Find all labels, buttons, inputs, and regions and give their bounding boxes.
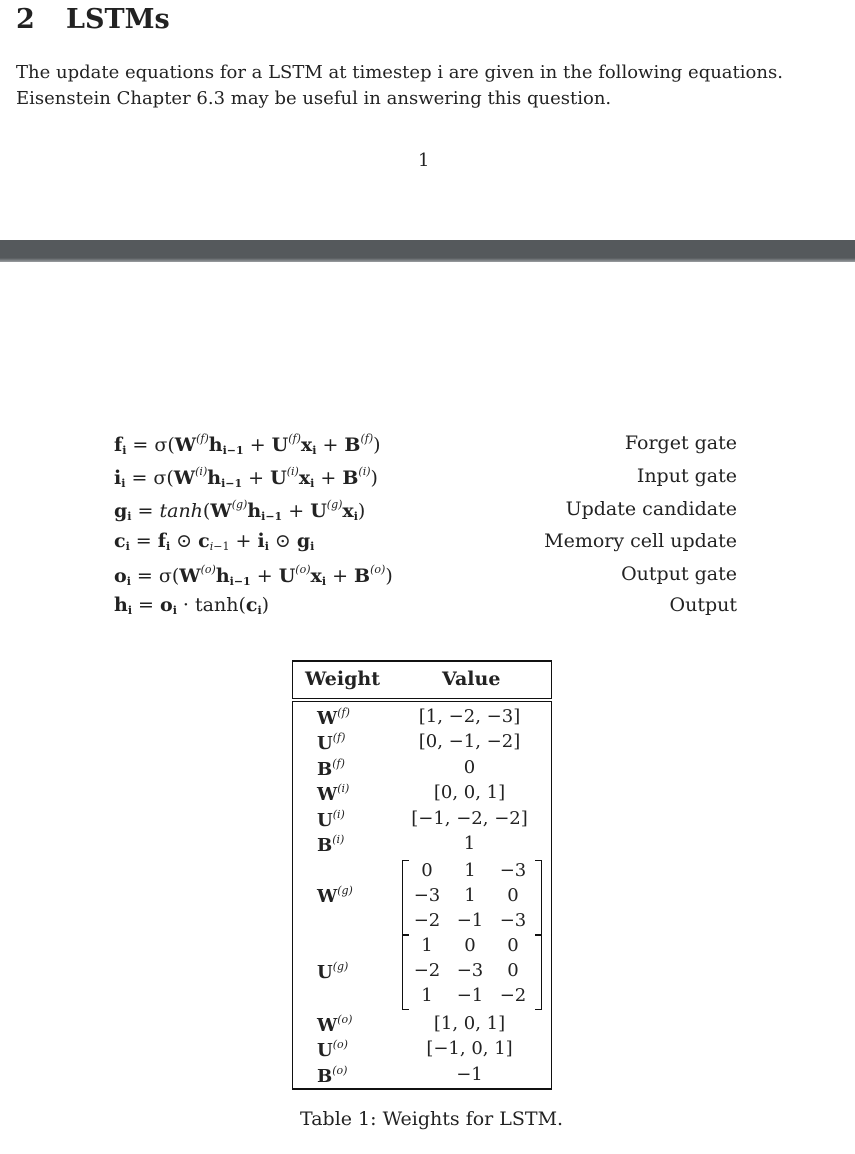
matrix-row <box>407 985 537 1010</box>
section-heading: 2 LSTMs <box>16 4 170 35</box>
table-top-rule <box>292 660 552 662</box>
table-left-border-body <box>292 702 293 1090</box>
matrix-w-g <box>407 860 537 935</box>
equation-output: $h_i = o_i \cdot \tanh(c_i)$ <box>114 594 270 617</box>
matrix-cell: −3 <box>413 885 441 906</box>
matrix-cell: 0 <box>507 935 519 956</box>
matrix-cell: 0 <box>507 885 519 906</box>
value-w-o: [1, 0, 1] <box>433 1013 506 1034</box>
matrix-row <box>407 935 537 960</box>
matrix-cell: 1 <box>464 885 476 906</box>
page-1 <box>0 0 855 240</box>
value-u-i: [−1, −2, −2] <box>411 808 528 829</box>
matrix-cell: −2 <box>499 985 527 1006</box>
matrix-u-g <box>407 935 537 1010</box>
header-rule <box>292 698 552 699</box>
header-value: Value <box>442 668 501 690</box>
intro-paragraph: The update equations for a LSTM at timestep i are given in the following equations. Eisenstein Chapter 6.3 may be useful in answering this question. <box>16 62 783 109</box>
value-u-o: [−1, 0, 1] <box>426 1038 513 1059</box>
matrix-cell: −3 <box>499 910 527 931</box>
header-weight: Weight <box>305 668 380 690</box>
matrix-row <box>407 910 537 935</box>
table-left-border <box>292 662 293 698</box>
value-u-f: [0, −1, −2] <box>418 731 521 752</box>
equation-update-candidate: $g_i = \tanh(W^{(g)}h_{i-1} + U^{(g)}x_i)$ <box>114 498 366 523</box>
weight-u-f: $U^{(f)}$ <box>317 731 346 754</box>
equation-forget-gate: $f_i = \sigma(W^{(f)}h_{i-1} + U^{(f)}x_i + B^{(f)})$ <box>114 432 381 457</box>
matrix-cell: 1 <box>464 860 476 881</box>
value-w-f: [1, −2, −3] <box>418 706 521 727</box>
value-b-i: 1 <box>463 833 476 854</box>
weight-b-o: $B^{(o)}$ <box>317 1064 348 1087</box>
weight-w-i: $W^{(i)}$ <box>317 782 350 805</box>
label-forget-gate: Forget gate <box>624 432 737 454</box>
weight-u-i: $U^{(i)}$ <box>317 808 345 831</box>
equation-output-gate: $o_i = \sigma(W^{(o)}h_{i-1} + U^{(o)}x_i + B^{(o)})$ <box>114 563 393 588</box>
label-update-candidate: Update candidate <box>565 498 737 520</box>
equation-memory-cell: $c_i = f_i$ ⊙ $c_{i-1} + i_i$ ⊙ $g_i$ <box>114 530 315 553</box>
label-output: Output <box>669 594 737 616</box>
matrix-cell: 0 <box>507 960 519 981</box>
table-right-border <box>551 662 552 698</box>
weight-u-o: $U^{(o)}$ <box>317 1038 348 1061</box>
label-memory-cell: Memory cell update <box>544 530 737 552</box>
weight-w-o: $W^{(o)}$ <box>317 1013 353 1036</box>
weight-b-i: $B^{(i)}$ <box>317 833 345 856</box>
matrix-cell: 0 <box>464 935 476 956</box>
matrix-row <box>407 960 537 985</box>
value-b-o: −1 <box>456 1064 483 1085</box>
weights-table <box>292 660 552 1090</box>
header-rule-2 <box>292 701 552 702</box>
matrix-cell: −2 <box>413 960 441 981</box>
matrix-cell: 1 <box>421 935 433 956</box>
matrix-row <box>407 885 537 910</box>
matrix-cell: −1 <box>456 910 484 931</box>
matrix-cell: −2 <box>413 910 441 931</box>
matrix-cell: −1 <box>456 985 484 1006</box>
value-b-f: 0 <box>463 757 476 778</box>
page-number: 1 <box>418 150 430 171</box>
table-caption: Table 1: Weights for LSTM. <box>300 1108 564 1130</box>
matrix-cell: −3 <box>499 860 527 881</box>
matrix-cell: 0 <box>421 860 433 881</box>
label-input-gate: Input gate <box>636 465 737 487</box>
matrix-cell: −3 <box>456 960 484 981</box>
page-separator <box>0 240 855 262</box>
equation-input-gate: $i_i = \sigma(W^{(i)}h_{i-1} + U^{(i)}x_i + B^{(i)})$ <box>114 465 378 490</box>
table-bottom-rule <box>292 1088 552 1090</box>
matrix-row <box>407 860 537 885</box>
value-w-i: [0, 0, 1] <box>433 782 506 803</box>
weight-w-g: $W^{(g)}$ <box>317 884 353 907</box>
label-output-gate: Output gate <box>621 563 737 585</box>
weight-w-f: $W^{(f)}$ <box>317 706 350 729</box>
weight-u-g: $U^{(g)}$ <box>317 960 349 983</box>
weight-b-f: $B^{(f)}$ <box>317 757 345 780</box>
matrix-cell: 1 <box>421 985 433 1006</box>
